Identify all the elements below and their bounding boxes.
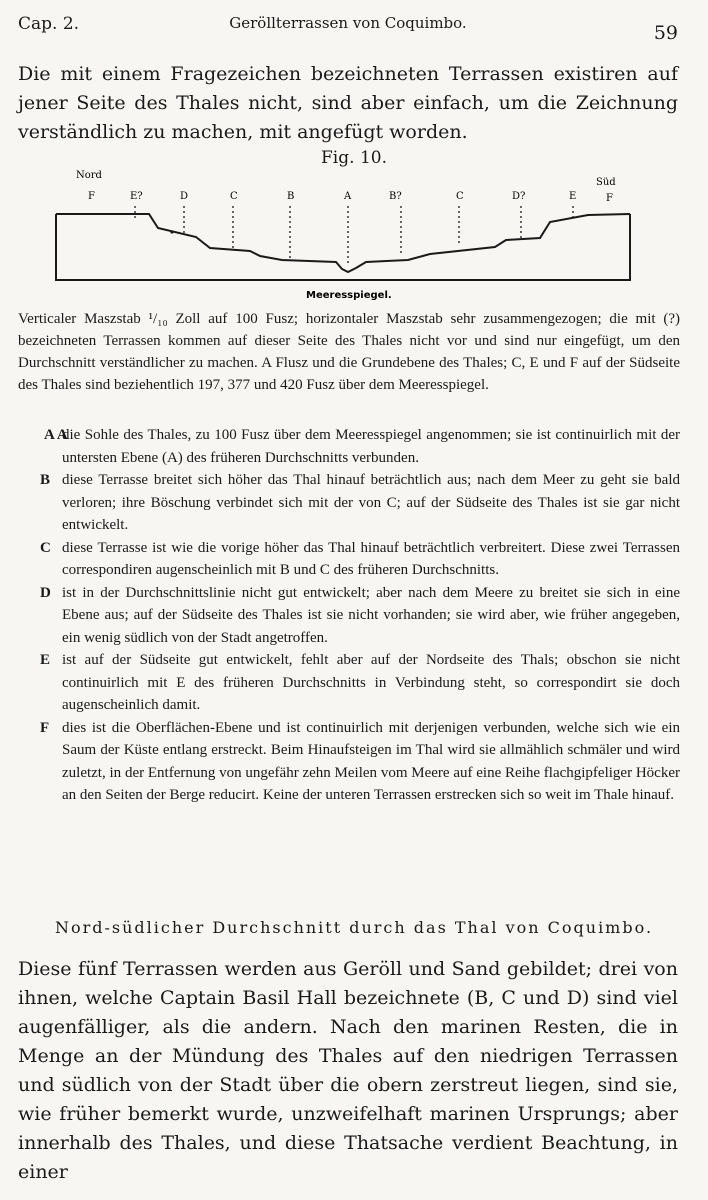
intro-paragraph: Die mit einem Fragezeichen bezeichneten Terrassen existiren auf jener Seite des Thales nicht, sind aber einfach, um die Zeichnung verständlich zu machen, mit angefügt worden.	[18, 63, 678, 143]
terrace-label-F-south: F	[606, 193, 613, 204]
running-title: Geröllterrassen von Coquimbo.	[229, 14, 467, 32]
terrace-label-C-north: C	[230, 191, 238, 202]
note-item-A	[18, 424, 680, 469]
note-text: dies ist die Oberflächen-Ebene und ist continuirlich mit derjenigen verbunden, welche sich wie ein Saum der Küste entlang erstreckt. Beim Hinaufsteigen im Thal wird sie allmählich schmäler und wird zuletzt, in der Entfernung von ungefähr zehn Meilen vom Meere auf eine Reihe flachgipfeliger Höcker an den Seiten der Berge reducirt. Keine der unteren Terrassen erstrecken sich so weit im Thale hinauf.	[62, 719, 680, 803]
note-text: diese Terrasse ist wie die vorige höher das Thal hinauf beträchtlich verbreitert. Diese zwei Terrassen correspondiren augenscheinlich mit B und C des früheren Durchschnitts.	[62, 539, 680, 578]
terrace-label-F-north: F	[88, 191, 95, 202]
section-title: Nord-südlicher Durchschnitt durch das Thal von Coquimbo.	[54, 918, 654, 937]
terrace-label-D-north: D	[180, 191, 189, 202]
note-item-D	[18, 582, 680, 650]
note-item-B	[18, 469, 680, 537]
sea-level-label: Meeresspiegel.	[306, 290, 392, 301]
valley-cross-section-figure	[50, 168, 650, 308]
south-label: Süd	[596, 177, 616, 188]
valley-profile	[56, 214, 630, 272]
note-text: ist in der Durchschnittslinie nicht gut entwickelt; aber nach dem Meere zu breitet sie sich in eine Ebene aus; auf der Südseite des Thales ist sie nicht vorhanden; sie wird aber, wie früher angegeben, ein wenig südlich von der Stadt angetroffen.	[62, 584, 680, 646]
terrace-labels	[88, 191, 613, 204]
note-letter: D	[40, 584, 51, 601]
body-paragraph: Diese fünf Terrassen werden aus Geröll und Sand gebildet; drei von ihnen, welche Captain Basil Hall bezeichnete (B, C und D) sind viel augenfälliger, als die andern. Nach den marinen Resten, die in Menge an der Mündung des Thales auf den niedrigen Terrassen und südlich von der Stadt über die obern zerstreut liegen, sind sie, wie früher bemerkt wurde, unzweifelhaft marinen Ursprungs; aber innerhalb des Thales, und diese Thatsache verdient Beachtung, in einer	[18, 958, 678, 1183]
terrace-label-B-south: B?	[389, 191, 402, 202]
terrace-label-A: A	[344, 191, 352, 202]
note-letter: B	[40, 472, 51, 488]
chapter-label: Cap. 2.	[18, 14, 80, 34]
terrace-label-D-south: D?	[512, 191, 526, 202]
running-header	[18, 12, 678, 42]
figure-notes	[18, 424, 680, 807]
terrace-label-B-north: B	[287, 191, 295, 202]
page-number: 59	[653, 22, 678, 44]
terrace-marker-dot	[170, 230, 173, 233]
figure-caption: Verticaler Maszstab ¹/₁₀ Zoll auf 100 Fusz; horizontaler Maszstab sehr zusammengezogen; die mit (?) bezeichneten Terrassen kommen auf dieser Seite des Thales nicht vor und sind nur eingefügt, um den Durchschnitt verständlicher zu machen. A Flusz und die Grundebene des Thales; C, E und F auf der Südseite des Thales sind beziehentlich 197, 377 und 420 Fusz über dem Meeresspiegel.	[18, 311, 680, 393]
note-letter: C	[40, 539, 51, 556]
note-letter: F	[40, 719, 50, 736]
terrace-label-E-north: E?	[130, 191, 143, 202]
note-letter: A A	[44, 427, 68, 443]
terrace-label-C-south: C	[456, 191, 464, 202]
terrace-label-E-south: E	[569, 191, 577, 202]
note-text: ist auf der Südseite gut entwickelt, fehlt aber auf der Nordseite des Thals; obschon sie nicht continuirlich mit E des früheren Durchschnitts in Verbindung steht, so correspondirt sie doch augenscheinlich damit.	[62, 652, 680, 713]
note-item-F	[18, 717, 680, 807]
note-letter: E	[40, 652, 51, 668]
terrace-guide-lines	[135, 206, 573, 266]
note-text: diese Terrasse breitet sich höher das Thal hinauf beträchtlich aus; nach dem Meer zu geht sie bald verloren; ihre Böschung verbindet sich mit der von C; auf der Südseite des Thales ist sie gar nicht entwickelt.	[62, 472, 680, 533]
note-text: die Sohle des Thales, zu 100 Fusz über dem Meeresspiegel angenommen; sie ist continuirlich mit der untersten Ebene (A) des früheren Durchschnitts verbunden.	[62, 427, 680, 466]
note-item-C	[18, 537, 680, 582]
north-label: Nord	[76, 170, 102, 181]
figure-label: Fig. 10.	[321, 148, 387, 168]
note-item-E	[18, 649, 680, 717]
